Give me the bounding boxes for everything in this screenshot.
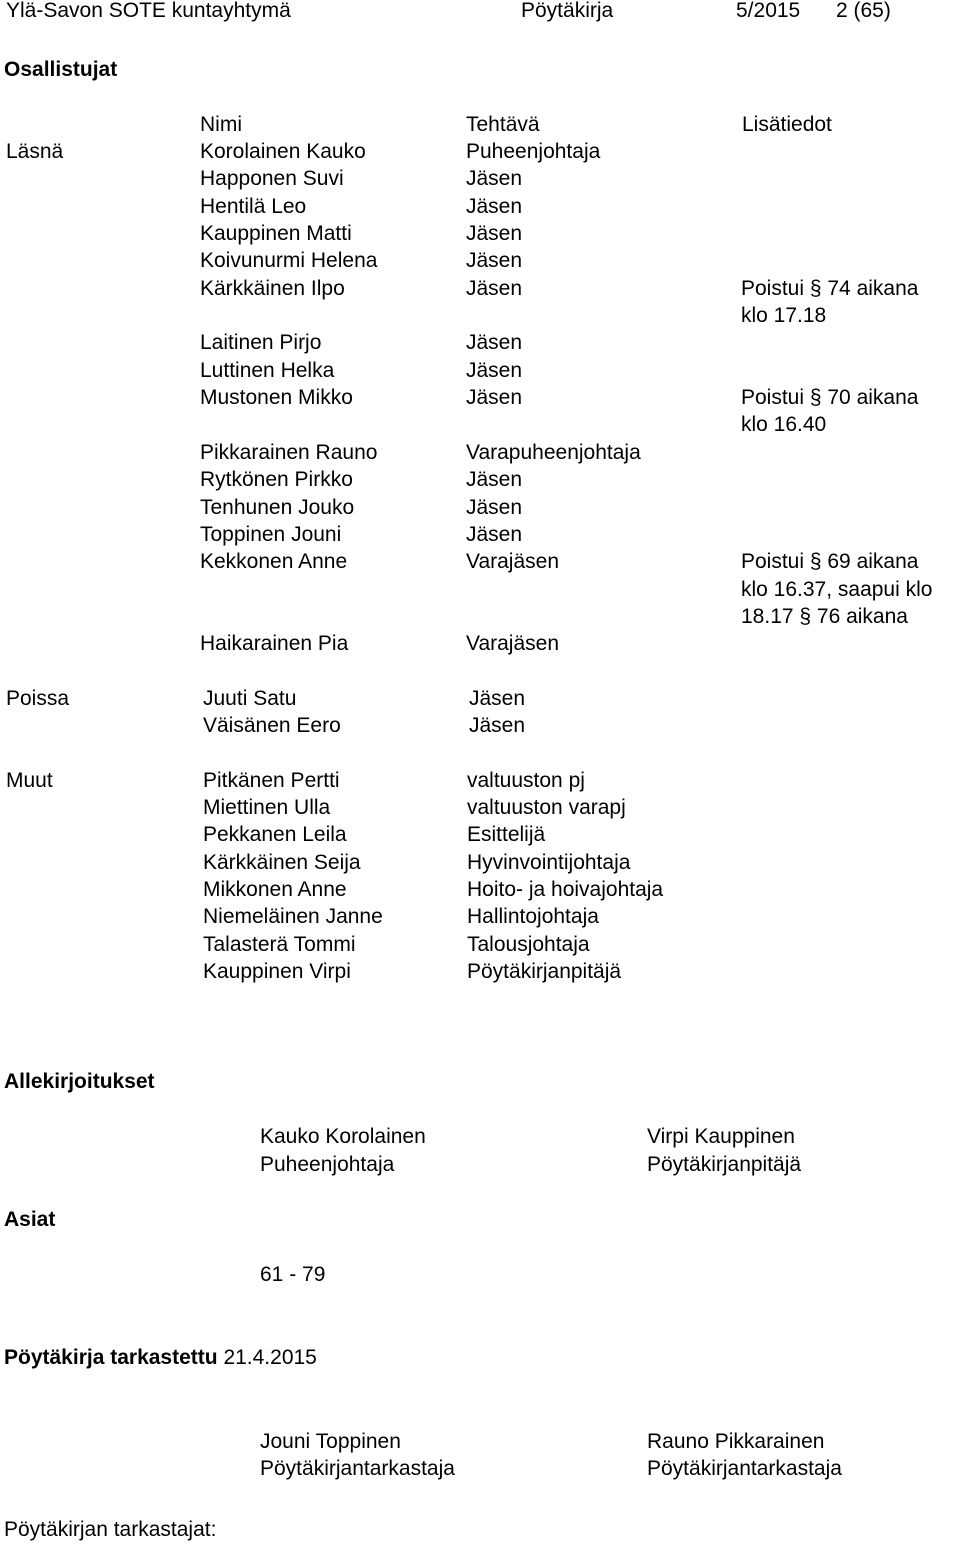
attendee-info: klo 16.40: [741, 413, 827, 436]
other-role: Talousjohtaja: [467, 933, 590, 956]
attendee-name: Toppinen Jouni: [200, 523, 342, 546]
other-name: Mikkonen Anne: [203, 878, 347, 901]
attendee-name: Rytkönen Pirkko: [200, 468, 353, 491]
signature-name-chair: Kauko Korolainen: [260, 1125, 426, 1148]
attendee-name: Kärkkäinen Ilpo: [200, 277, 345, 300]
attendee-role: Jäsen: [466, 386, 523, 409]
attendee-role: Jäsen: [466, 222, 523, 245]
signature-role-chair: Puheenjohtaja: [260, 1153, 395, 1176]
attendee-role: Varapuheenjohtaja: [466, 441, 641, 464]
verification-line: [4, 1344, 317, 1371]
absentee-role: Jäsen: [469, 714, 526, 737]
attendee-role: Jäsen: [466, 331, 523, 354]
signatures-title: Allekirjoitukset: [4, 1070, 155, 1093]
examiner-name-2: Rauno Pikkarainen: [647, 1430, 825, 1453]
verification-label: Pöytäkirja tarkastettu: [4, 1346, 218, 1369]
attendee-role: Varajäsen: [466, 550, 560, 573]
column-header-info: Lisätiedot: [742, 113, 832, 136]
attendee-info: klo 16.37, saapui klo: [741, 578, 933, 601]
other-name: Pekkanen Leila: [203, 823, 347, 846]
attendee-name: Pikkarainen Rauno: [200, 441, 378, 464]
attendee-name: Haikarainen Pia: [200, 632, 349, 655]
other-role: valtuuston varapj: [467, 796, 626, 819]
header-doc-type: Pöytäkirja: [521, 0, 614, 22]
attendee-role: Jäsen: [466, 277, 523, 300]
attendee-name: Laitinen Pirjo: [200, 331, 322, 354]
attendee-role: Jäsen: [466, 496, 523, 519]
attendee-name: Korolainen Kauko: [200, 140, 366, 163]
verification-date: 21.4.2015: [223, 1346, 317, 1369]
other-role: Hyvinvointijohtaja: [467, 851, 631, 874]
attendee-role: Jäsen: [466, 249, 523, 272]
section-title: Osallistujat: [4, 58, 118, 81]
attendee-info: klo 17.18: [741, 304, 827, 327]
header-org: Ylä-Savon SOTE kuntayhtymä: [6, 0, 291, 22]
other-name: Kauppinen Virpi: [203, 960, 351, 983]
signature-role-secretary: Pöytäkirjanpitäjä: [647, 1153, 802, 1176]
examiners-footer-label: Pöytäkirjan tarkastajat:: [4, 1518, 217, 1541]
attendee-role: Jäsen: [466, 167, 523, 190]
attendee-info: Poistui § 74 aikana: [741, 277, 919, 300]
other-role: Esittelijä: [467, 823, 546, 846]
attendee-role: Puheenjohtaja: [466, 140, 601, 163]
absentee-role: Jäsen: [469, 687, 526, 710]
attendee-name: Luttinen Helka: [200, 359, 335, 382]
group-label-absent: Poissa: [6, 687, 70, 710]
other-name: Pitkänen Pertti: [203, 769, 340, 792]
attendee-info: Poistui § 69 aikana: [741, 550, 919, 573]
other-name: Miettinen Ulla: [203, 796, 331, 819]
attendee-role: Jäsen: [466, 359, 523, 382]
signature-name-secretary: Virpi Kauppinen: [647, 1125, 795, 1148]
attendee-role: Varajäsen: [466, 632, 560, 655]
items-range: 61 - 79: [260, 1263, 326, 1286]
attendee-role: Jäsen: [466, 195, 523, 218]
header-doc-no: 5/2015: [736, 0, 801, 22]
other-role: Pöytäkirjanpitäjä: [467, 960, 622, 983]
other-name: Talasterä Tommi: [203, 933, 356, 956]
absentee-name: Väisänen Eero: [203, 714, 341, 737]
attendee-info: 18.17 § 76 aikana: [741, 605, 908, 628]
absentee-name: Juuti Satu: [203, 687, 297, 710]
group-label-present: Läsnä: [6, 140, 64, 163]
attendee-name: Kauppinen Matti: [200, 222, 352, 245]
other-role: Hoito- ja hoivajohtaja: [467, 878, 664, 901]
group-label-others: Muut: [6, 769, 53, 792]
column-header-name: Nimi: [200, 113, 242, 136]
examiner-role-2: Pöytäkirjantarkastaja: [647, 1457, 842, 1480]
attendee-role: Jäsen: [466, 468, 523, 491]
attendee-name: Koivunurmi Helena: [200, 249, 378, 272]
attendee-role: Jäsen: [466, 523, 523, 546]
header-page: 2 (65): [836, 0, 891, 22]
column-header-role: Tehtävä: [466, 113, 540, 136]
attendee-name: Hentilä Leo: [200, 195, 307, 218]
attendee-name: Kekkonen Anne: [200, 550, 348, 573]
examiner-role-1: Pöytäkirjantarkastaja: [260, 1457, 455, 1480]
examiner-name-1: Jouni Toppinen: [260, 1430, 401, 1453]
other-role: Hallintojohtaja: [467, 905, 599, 928]
items-title: Asiat: [4, 1208, 56, 1231]
attendee-name: Happonen Suvi: [200, 167, 344, 190]
attendee-name: Tenhunen Jouko: [200, 496, 355, 519]
other-name: Kärkkäinen Seija: [203, 851, 361, 874]
attendee-info: Poistui § 70 aikana: [741, 386, 919, 409]
other-name: Niemeläinen Janne: [203, 905, 383, 928]
attendee-name: Mustonen Mikko: [200, 386, 353, 409]
other-role: valtuuston pj: [467, 769, 585, 792]
